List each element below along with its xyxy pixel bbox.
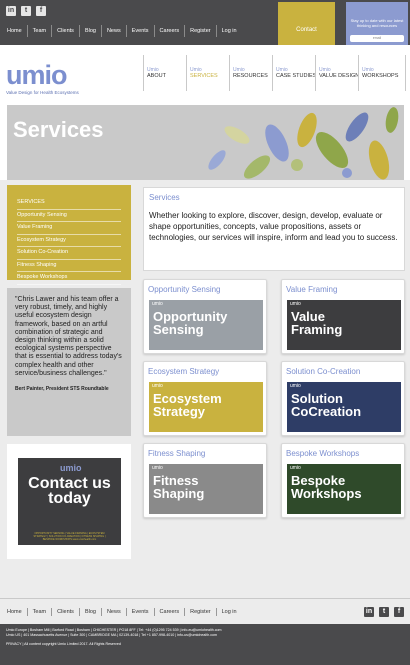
nav-label: VALUE DESIGN <box>319 73 360 79</box>
top-bar <box>0 0 410 45</box>
contact-button[interactable]: Contact <box>278 2 335 45</box>
footer-nav-home[interactable]: Home <box>2 608 28 616</box>
service-card-value-framing[interactable] <box>281 279 405 354</box>
side-menu-fitness-shaping[interactable]: Fitness Shaping <box>17 260 121 273</box>
top-nav-clients[interactable]: Clients <box>52 25 80 37</box>
card-title: Value Framing <box>291 309 343 337</box>
contact-us-card[interactable] <box>7 444 131 559</box>
card-title: Fitness Shaping <box>153 473 205 501</box>
signup-text: Stay up to date with our latest thinking and resources <box>350 18 404 28</box>
nav-brand: Umio <box>147 67 159 73</box>
contact-text: Contact us today <box>28 475 111 507</box>
card-logo: umio <box>152 383 163 389</box>
top-nav <box>2 25 242 37</box>
service-card-bespoke-workshops[interactable] <box>281 443 405 518</box>
service-card-solution-co-creation[interactable] <box>281 361 405 436</box>
card-title: Opportunity Sensing <box>153 309 228 337</box>
testimonial-quote <box>7 288 131 436</box>
side-menu-ecosystem-strategy[interactable]: Ecosystem Strategy <box>17 235 121 248</box>
linkedin-icon[interactable]: in <box>365 608 373 615</box>
nav-label: CASE STUDIES <box>276 73 317 79</box>
card-heading[interactable]: Bespoke Workshops <box>286 449 360 458</box>
footer-nav-login[interactable]: Log in <box>221 609 237 615</box>
card-heading[interactable]: Fitness Shaping <box>148 449 206 458</box>
card-image[interactable] <box>287 382 401 432</box>
card-heading[interactable]: Opportunity Sensing <box>148 285 221 294</box>
top-nav-home[interactable]: Home <box>2 25 28 37</box>
card-title: Solution CoCreation <box>291 391 362 419</box>
nav-case-studies[interactable] <box>272 55 315 91</box>
footer-nav-register[interactable]: Register <box>185 608 216 616</box>
nav-services[interactable] <box>186 55 229 91</box>
main-nav <box>143 55 406 91</box>
social-links <box>6 6 46 16</box>
card-image[interactable] <box>149 464 263 514</box>
side-menu-solution-co-creation[interactable]: Solution Co-Creation <box>17 247 121 260</box>
top-nav-team[interactable]: Team <box>28 25 52 37</box>
intro-heading: Services <box>149 193 180 202</box>
facebook-icon[interactable]: f <box>394 607 404 617</box>
footer-nav <box>2 608 242 616</box>
top-nav-login[interactable]: Log in <box>221 28 237 34</box>
footer-address-europe: Umio Europe | Bosham Mill | Barford Road | Bosham | CHICHESTER | PO18 8FF | Tel: +44 (0)1295 724 539 | info-eu@umiohealth.com <box>6 628 222 632</box>
quote-author: Bert Painter, President STS Roundtable <box>15 386 109 393</box>
logo-tagline: Value Design for Health Ecosystems <box>6 90 79 95</box>
umio-logo[interactable]: umio <box>6 60 67 90</box>
card-heading[interactable]: Value Framing <box>286 285 338 294</box>
email-input[interactable]: email <box>350 35 404 42</box>
linkedin-icon[interactable]: in <box>7 7 15 14</box>
twitter-icon[interactable]: t <box>21 6 31 16</box>
card-title: Bespoke Workshops <box>291 473 362 501</box>
nav-resources[interactable] <box>229 55 272 91</box>
top-nav-careers[interactable]: Careers <box>155 25 186 37</box>
nav-about[interactable] <box>143 55 186 91</box>
contact-small-text: OPPORTUNITY SENSING | VALUE FRAMING | ECOSYSTEM STRATEGY | SOLUTION CO-CREATION | FITNESS SHAPING | BESPOKE WORKSHOPS www.umiohealth.com <box>33 532 106 541</box>
nav-label: RESOURCES <box>233 73 268 79</box>
nav-brand: Umio <box>319 67 331 73</box>
card-logo: umio <box>290 383 301 389</box>
page-title: Services <box>13 117 104 142</box>
contact-logo: umio <box>60 463 82 473</box>
top-nav-news[interactable]: News <box>102 25 127 37</box>
twitter-icon[interactable]: t <box>379 607 389 617</box>
nav-label: ABOUT <box>147 73 166 79</box>
service-card-fitness-shaping[interactable] <box>143 443 267 518</box>
footer-nav-bar <box>0 598 410 624</box>
side-menu-value-framing[interactable]: Value Framing <box>17 222 121 235</box>
card-logo: umio <box>152 465 163 471</box>
footer-nav-clients[interactable]: Clients <box>52 608 80 616</box>
footer-nav-blog[interactable]: Blog <box>80 608 102 616</box>
hero-banner <box>7 105 404 180</box>
card-image[interactable] <box>149 300 263 350</box>
card-logo: umio <box>290 301 301 307</box>
side-menu-services[interactable]: SERVICES <box>17 197 121 210</box>
contact-us-image[interactable] <box>18 458 121 545</box>
top-nav-register[interactable]: Register <box>185 25 216 37</box>
top-nav-events[interactable]: Events <box>127 25 155 37</box>
card-image[interactable] <box>287 464 401 514</box>
nav-workshops[interactable] <box>358 55 406 91</box>
newsletter-signup <box>346 2 408 45</box>
card-image[interactable] <box>149 382 263 432</box>
card-image[interactable] <box>287 300 401 350</box>
side-menu-bespoke-workshops[interactable]: Bespoke Workshops <box>17 272 121 285</box>
nav-brand: Umio <box>233 67 245 73</box>
nav-brand: Umio <box>362 67 374 73</box>
card-logo: umio <box>290 465 301 471</box>
footer-nav-events[interactable]: Events <box>127 608 155 616</box>
services-side-menu <box>7 185 131 280</box>
service-card-ecosystem-strategy[interactable] <box>143 361 267 436</box>
footer-address-us: Umio US | 401 Massachusetts Avenue | Suite 300 | CAMBRIDGE MA | 02139-4018 | Tel +1 857-998-4010 | info-us@umiohealth.com <box>6 633 217 637</box>
side-menu-opportunity-sensing[interactable]: Opportunity Sensing <box>17 210 121 223</box>
nav-value-design[interactable] <box>315 55 358 91</box>
facebook-icon[interactable]: f <box>36 6 46 16</box>
card-title: Ecosystem Strategy <box>153 391 222 419</box>
quote-text: "Chris Lawer and his team offer a very robust, timely, and highly useful ecosystem design framework, based on an artful combination of strategic and design thinking within a solid ecological systems perspective that is essential to address today's complex health and other service/business challenges." <box>15 296 122 377</box>
nav-label: SERVICES <box>190 73 218 79</box>
footer-info <box>0 624 410 665</box>
card-heading[interactable]: Ecosystem Strategy <box>148 367 220 376</box>
nav-brand: Umio <box>190 67 202 73</box>
footer-nav-careers[interactable]: Careers <box>155 608 186 616</box>
intro-text: Whether looking to explore, discover, design, develop, evaluate or shape opportunities, concepts, value propositions, assets or technologies, our services will inspire, inform and lead you to success. <box>149 211 398 242</box>
footer-social-links <box>364 607 404 617</box>
footer-copyright: PRIVACY | All content copyright Umio Limited 2017. All Rights Reserved <box>6 642 121 646</box>
nav-brand: Umio <box>276 67 288 73</box>
footer-nav-news[interactable]: News <box>102 608 127 616</box>
top-nav-blog[interactable]: Blog <box>80 25 102 37</box>
services-intro <box>143 187 405 271</box>
nav-label: WORKSHOPS <box>362 73 399 79</box>
footer-nav-team[interactable]: Team <box>28 608 52 616</box>
service-card-opportunity-sensing[interactable] <box>143 279 267 354</box>
card-logo: umio <box>152 301 163 307</box>
card-heading[interactable]: Solution Co-Creation <box>286 367 361 376</box>
